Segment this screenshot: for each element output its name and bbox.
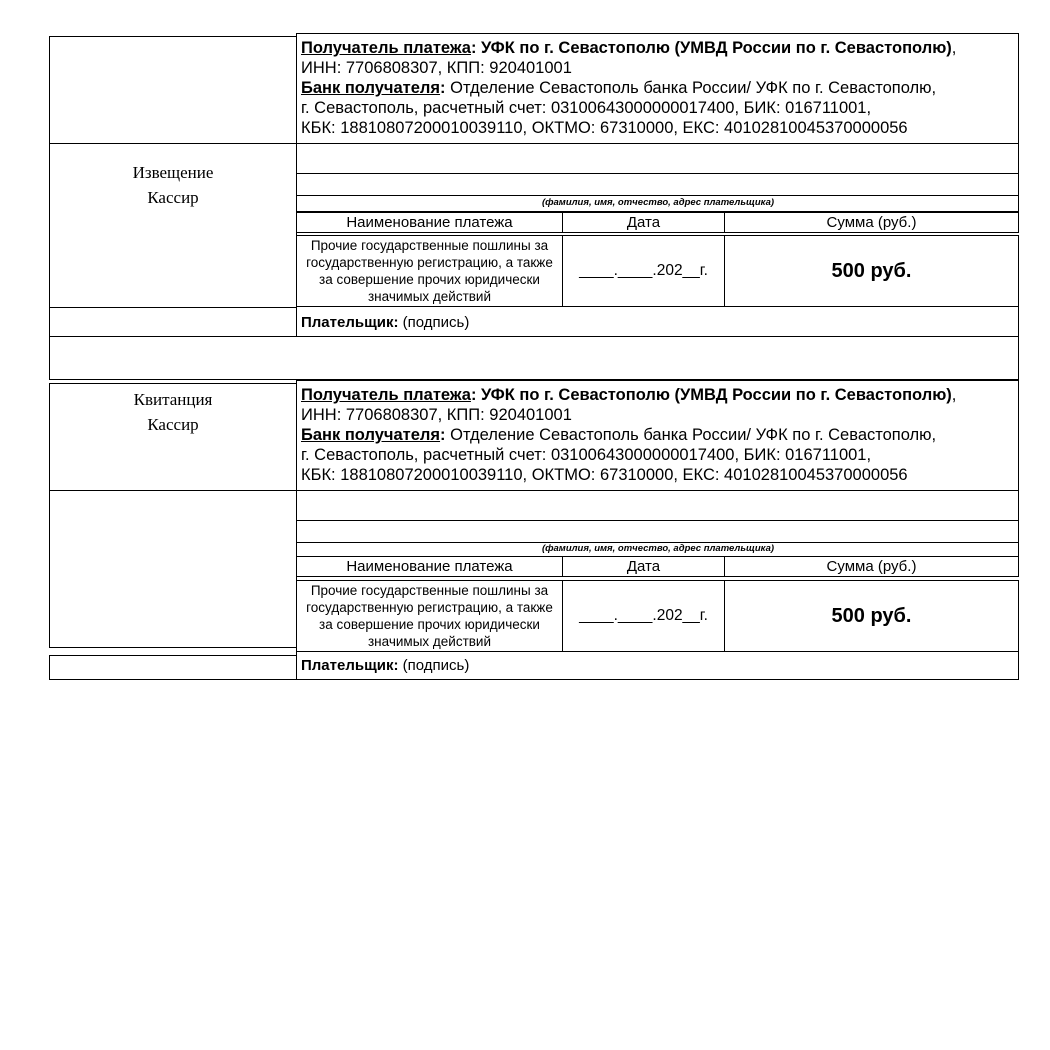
payment-date: ____.____.202__г.: [579, 262, 708, 279]
notice-title: Извещение: [132, 163, 214, 182]
bank-label: Банк получателя: [301, 79, 441, 97]
payer-line-2: [296, 520, 1019, 543]
cut-line-band: [49, 336, 1019, 380]
receipt-left-cell: [49, 655, 297, 680]
receipt-title: Квитанция: [133, 390, 213, 409]
payer-line-1: [296, 490, 1019, 521]
column-date: Дата: [626, 558, 661, 575]
bank-label: Банк получателя: [301, 426, 441, 444]
recipient-inn-kpp: ИНН: 7706808307, КПП: 920401001: [301, 406, 572, 424]
recipient-value: УФК по г. Севастополю (УМВД России по г. Севастополю): [481, 386, 952, 404]
column-name: Наименование платежа: [346, 214, 513, 231]
payer-signature: [301, 314, 469, 332]
receipt-title-block: [50, 387, 296, 437]
payer-caption: (фамилия, имя, отчество, адрес плательщика): [541, 543, 775, 554]
recipient-label: Получатель платежа: [301, 39, 471, 57]
payer-label: Плательщик:: [301, 657, 399, 674]
column-date: Дата: [626, 214, 661, 231]
column-sum: Сумма (руб.): [826, 558, 917, 575]
payer-signature: [301, 657, 469, 675]
payer-line-1: [296, 143, 1019, 174]
bank-value: Отделение Севастополь банка России/ УФК по г. Севастополю,: [450, 426, 937, 444]
recipient-label: Получатель платежа: [301, 386, 471, 404]
notice-left-cell: [49, 307, 297, 337]
notice-left-cell: [49, 36, 297, 144]
signature-hint: (подпись): [402, 657, 470, 674]
column-name: Наименование платежа: [346, 558, 513, 575]
receipt-left-cell: [49, 490, 297, 648]
column-sum: Сумма (руб.): [826, 214, 917, 231]
recipient-value: УФК по г. Севастополю (УМВД России по г. Севастополю): [481, 39, 952, 57]
recipient-codes: КБК: 18810807200010039110, ОКТМО: 67310000, ЕКС: 40102810045370000056: [301, 119, 908, 137]
payment-purpose: Прочие государственные пошлины за государственную регистрацию, а также за совершение прочих юридически значимых действий: [306, 583, 553, 649]
payment-amount: 500 руб.: [831, 604, 912, 627]
payment-amount: 500 руб.: [831, 259, 912, 282]
notice-cashier: Кассир: [147, 188, 199, 207]
receipt-cashier: Кассир: [147, 415, 199, 434]
signature-hint: (подпись): [402, 314, 470, 331]
payment-date: ____.____.202__г.: [579, 607, 708, 624]
recipient-codes: КБК: 18810807200010039110, ОКТМО: 67310000, ЕКС: 40102810045370000056: [301, 466, 908, 484]
recipient-details: Получатель платежа: УФК по г. Севастополю (УМВД России по г. Севастополю), ИНН: 7706808307, КПП: 920401001 Банк получателя: Отделение Севастополь банка России/ УФК по г. Севастополю, г. Севастополь, расчетный счет: 03100643000000017400, БИК: 016711001, КБК: 18810807200010039110, ОКТМО: 67310000, ЕКС: 40102810045370000056: [301, 39, 957, 137]
payment-purpose: Прочие государственные пошлины за государственную регистрацию, а также за совершение прочих юридически значимых действий: [306, 238, 553, 304]
recipient-details: Получатель платежа: УФК по г. Севастополю (УМВД России по г. Севастополю), ИНН: 7706808307, КПП: 920401001 Банк получателя: Отделение Севастополь банка России/ УФК по г. Севастополю, г. Севастополь, расчетный счет: 03100643000000017400, БИК: 016711001, КБК: 18810807200010039110, ОКТМО: 67310000, ЕКС: 40102810045370000056: [301, 386, 957, 484]
recipient-account: г. Севастополь, расчетный счет: 03100643000000017400, БИК: 016711001,: [301, 446, 872, 464]
payer-line-2: [296, 173, 1019, 196]
notice-title-block: [50, 160, 296, 210]
payer-caption: (фамилия, имя, отчество, адрес плательщика): [541, 197, 775, 208]
bank-value: Отделение Севастополь банка России/ УФК по г. Севастополю,: [450, 79, 937, 97]
payer-label: Плательщик:: [301, 314, 399, 331]
recipient-account: г. Севастополь, расчетный счет: 03100643000000017400, БИК: 016711001,: [301, 99, 872, 117]
recipient-inn-kpp: ИНН: 7706808307, КПП: 920401001: [301, 59, 572, 77]
